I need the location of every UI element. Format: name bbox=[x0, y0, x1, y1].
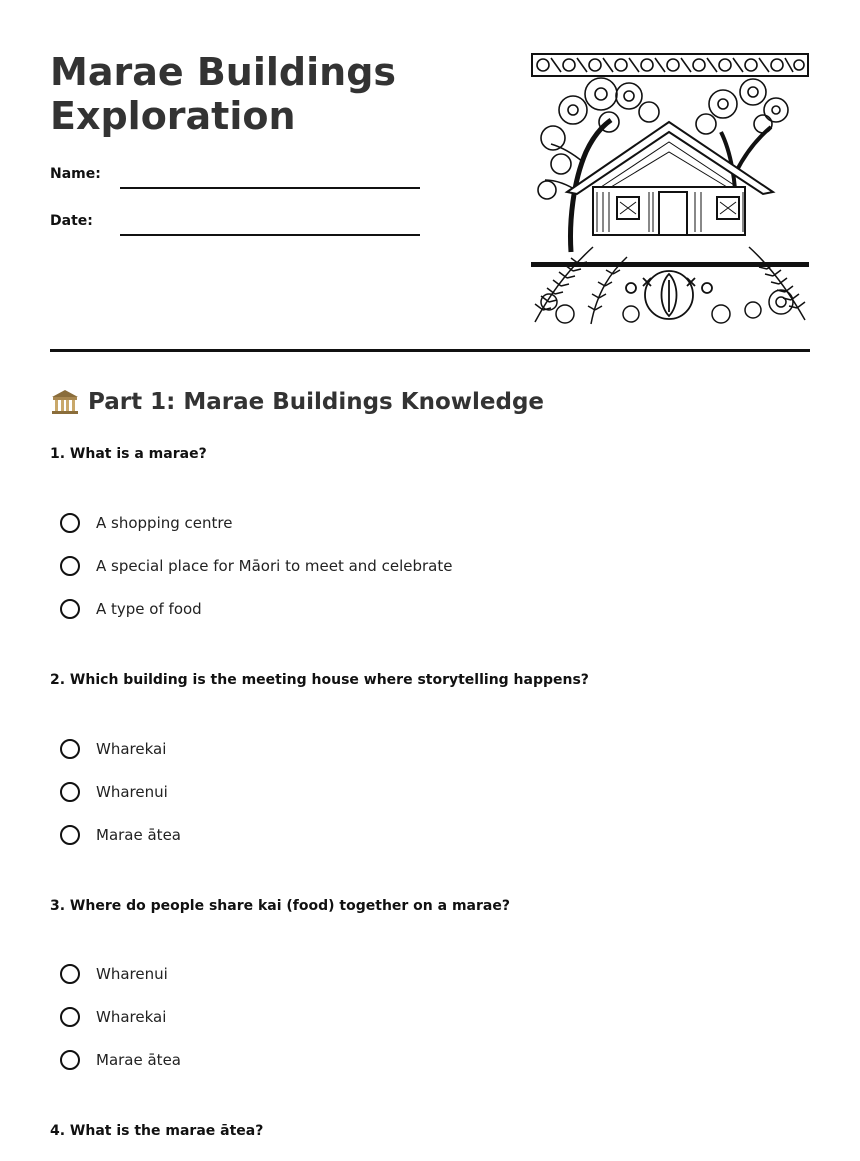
option-label: A special place for Māori to meet and celebrate bbox=[96, 557, 453, 575]
question-4: 4. What is the marae ātea? bbox=[50, 1123, 264, 1139]
worksheet-title bbox=[50, 50, 490, 138]
marae-meeting-house-illustration bbox=[531, 52, 809, 328]
option-label: Marae ātea bbox=[96, 826, 181, 844]
name-label: Name: bbox=[50, 166, 101, 182]
option-label: Wharenui bbox=[96, 965, 168, 983]
option-label: Marae ātea bbox=[96, 1051, 181, 1069]
title-line-1: Marae Buildings bbox=[50, 50, 397, 94]
date-label: Date: bbox=[50, 213, 93, 229]
radio-button[interactable] bbox=[60, 964, 80, 984]
section-heading-text: Part 1: Marae Buildings Knowledge bbox=[88, 389, 545, 415]
radio-button[interactable] bbox=[60, 739, 80, 759]
radio-button[interactable] bbox=[60, 1050, 80, 1070]
q2-option-1[interactable] bbox=[60, 736, 166, 762]
section-heading bbox=[50, 388, 544, 416]
marae-illustration bbox=[531, 52, 809, 328]
radio-button[interactable] bbox=[60, 556, 80, 576]
title-line-2: Exploration bbox=[50, 94, 296, 138]
classical-building-icon bbox=[50, 388, 80, 416]
option-label: A type of food bbox=[96, 600, 202, 618]
q3-option-3[interactable] bbox=[60, 1047, 181, 1073]
radio-button[interactable] bbox=[60, 825, 80, 845]
date-field[interactable] bbox=[120, 234, 420, 236]
name-field[interactable] bbox=[120, 187, 420, 189]
q3-option-2[interactable] bbox=[60, 1004, 166, 1030]
question-2: 2. Which building is the meeting house where storytelling happens? bbox=[50, 672, 589, 688]
q2-option-2[interactable] bbox=[60, 779, 168, 805]
q1-option-3[interactable] bbox=[60, 596, 202, 622]
option-label: Wharenui bbox=[96, 783, 168, 801]
option-label: A shopping centre bbox=[96, 514, 233, 532]
q1-option-1[interactable] bbox=[60, 510, 232, 536]
question-1: 1. What is a marae? bbox=[50, 446, 207, 462]
radio-button[interactable] bbox=[60, 782, 80, 802]
q3-option-1[interactable] bbox=[60, 961, 168, 987]
q2-option-3[interactable] bbox=[60, 822, 181, 848]
radio-button[interactable] bbox=[60, 1007, 80, 1027]
q1-option-2[interactable] bbox=[60, 553, 452, 579]
option-label: Wharekai bbox=[96, 1008, 167, 1026]
header-divider bbox=[50, 349, 810, 352]
radio-button[interactable] bbox=[60, 599, 80, 619]
option-label: Wharekai bbox=[96, 740, 167, 758]
radio-button[interactable] bbox=[60, 513, 80, 533]
question-3: 3. Where do people share kai (food) together on a marae? bbox=[50, 898, 510, 914]
